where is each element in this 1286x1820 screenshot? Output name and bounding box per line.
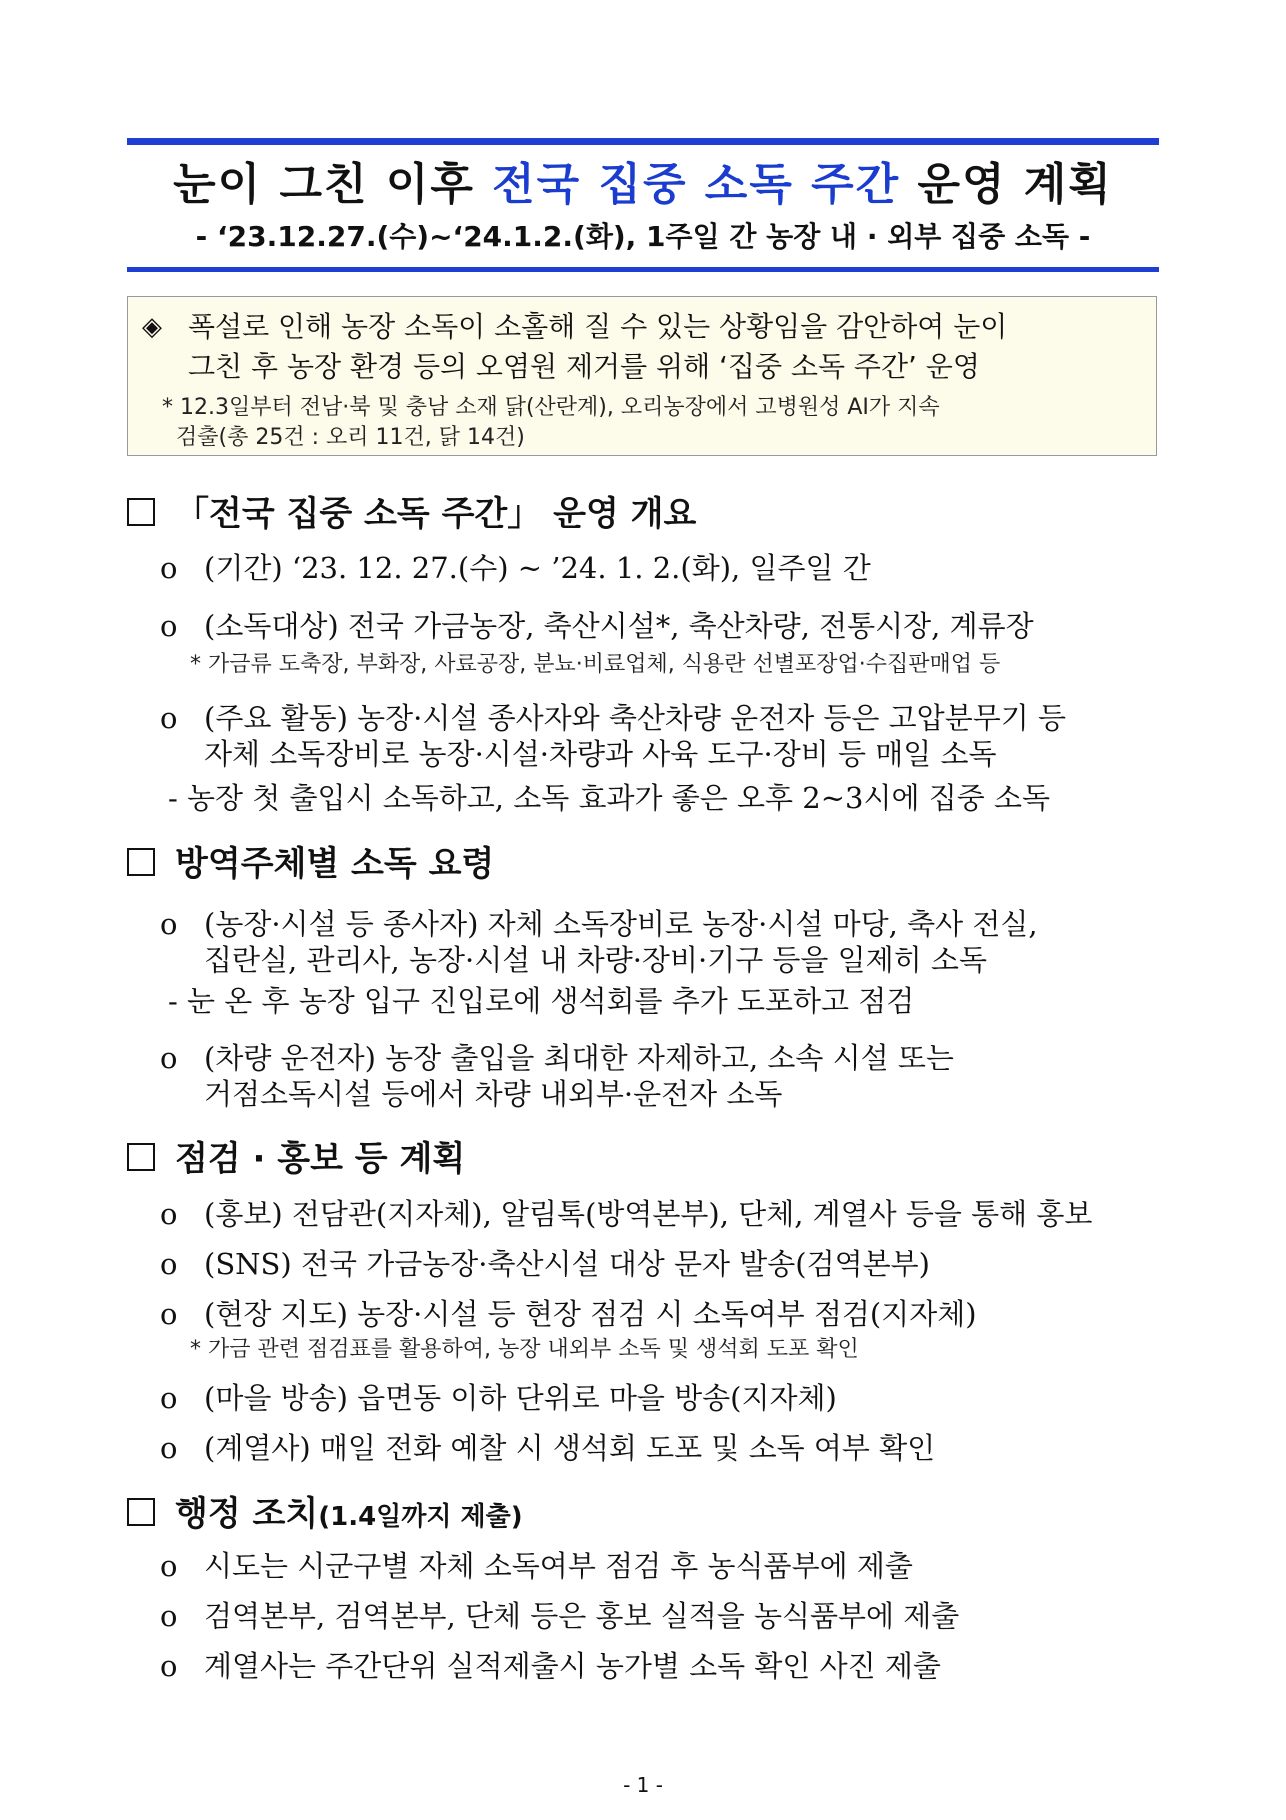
activity-dash-note: - 농장 첫 출입시 소독하고, 소독 효과가 좋은 오후 2~3시에 집중 소독 [168,781,1050,815]
section-title: 방역주체별 소독 요령 [175,844,495,884]
checkbox-square-icon [127,1498,155,1526]
section-title-deadline: (1.4일까지 제출) [318,1502,523,1532]
summary-note-line2: 검출(총 25건 : 오리 11건, 닭 14건) [176,425,525,450]
summary-line2: 그친 후 농장 환경 등의 오염원 제거를 위해 ‘집중 소독 주간’ 운영 [188,350,980,383]
section-heading-admin [127,1490,523,1541]
bullet-text: 계열사는 주간단위 실적제출시 농가별 소독 확인 사진 제출 [204,1649,941,1683]
checkbox-square-icon [127,498,155,526]
title-box [127,138,1159,272]
summary-note-line1: * 12.3일부터 전남·북 및 충남 소재 닭(산란계), 오리농장에서 고병원성 AI가 지속 [162,395,940,420]
circle-bullet-icon: o [160,609,178,643]
bullet-text-line2: 집란실, 관리사, 농장·시설 내 차량·장비·기구 등을 일제히 소독 [204,943,987,977]
summary-main [142,307,1142,387]
circle-bullet-icon: o [160,1197,178,1231]
bullet-text: (소독대상) 전국 가금농장, 축산시설*, 축산차량, 전통시장, 계류장 [204,609,1034,643]
bullet-text: (마을 방송) 읍면동 이하 단위로 마을 방송(지자체) [204,1381,837,1415]
section-heading-overview [127,490,696,538]
diamond-bullet-icon: ◈ [142,312,162,342]
bullet-text-line1: (차량 운전자) 농장 출입을 최대한 자제하고, 소속 시설 또는 [204,1041,954,1075]
bullet-text: (SNS) 전국 가금농장·축산시설 대상 문자 발송(검역본부) [204,1247,930,1281]
section-title: 점검 · 홍보 등 계획 [175,1139,466,1179]
summary-line1: 폭설로 인해 농장 소독이 소홀해 질 수 있는 상황임을 감안하여 눈이 [188,310,1008,343]
bullet-admin-2 [160,1598,1160,1634]
worker-dash-note: - 눈 온 후 농장 입구 진입로에 생석회를 추가 도포하고 점검 [168,984,915,1018]
document-title [127,155,1159,215]
section-title: 행정 조치 [175,1494,319,1534]
bullet-village [160,1380,1160,1416]
circle-bullet-icon: o [160,1247,178,1281]
field-footnote: * 가금 관련 점검표를 활용하여, 농장 내외부 소독 및 생석회 도포 확인 [190,1337,859,1362]
circle-bullet-icon: o [160,907,178,941]
checkbox-square-icon [127,1143,155,1171]
title-highlight: 전국 집중 소독 주간 [492,159,901,210]
bullet-text-line1: (농장·시설 등 종사자) 자체 소독장비로 농장·시설 마당, 축사 전실, [204,907,1038,941]
checkbox-square-icon [127,848,155,876]
title-bottom-rule [127,267,1159,272]
bullet-worker [160,906,1160,978]
title-part1: 눈이 그친 이후 [173,159,493,210]
circle-bullet-icon: o [160,551,178,585]
summary-box [127,296,1157,456]
circle-bullet-icon: o [160,1381,178,1415]
section-title: 「전국 집중 소독 주간」 운영 개요 [175,494,697,534]
section-heading-plans [127,1135,465,1183]
circle-bullet-icon: o [160,701,178,735]
bullet-field [160,1296,1160,1332]
bullet-text-line2: 거점소독시설 등에서 차량 내외부·운전자 소독 [204,1077,783,1111]
bullet-text: (기간) ‘23. 12. 27.(수) ~ ’24. 1. 2.(화), 일주일 간 [204,551,871,585]
bullet-text-line2: 자체 소독장비로 농장·시설·차량과 사육 도구·장비 등 매일 소독 [204,737,997,771]
bullet-period [160,550,1160,586]
bullet-pr [160,1196,1160,1232]
circle-bullet-icon: o [160,1431,178,1465]
bullet-text: 검역본부, 검역본부, 단체 등은 홍보 실적을 농식품부에 제출 [204,1599,960,1633]
circle-bullet-icon: o [160,1297,178,1331]
summary-note [162,393,1148,453]
bullet-admin-3 [160,1648,1160,1684]
circle-bullet-icon: o [160,1041,178,1075]
title-part2: 운영 계획 [900,159,1113,210]
circle-bullet-icon: o [160,1549,178,1583]
bullet-text-line1: (주요 활동) 농장·시설 종사자와 축산차량 운전자 등은 고압분무기 등 [204,701,1066,735]
bullet-text: (계열사) 매일 전화 예찰 시 생석회 도포 및 소독 여부 확인 [204,1431,936,1465]
summary-text [188,307,1142,387]
bullet-activity [160,700,1160,772]
bullet-text: (현장 지도) 농장·시설 등 현장 점검 시 소독여부 점검(지자체) [204,1297,977,1331]
title-top-rule [127,138,1159,145]
section-heading-methods [127,840,494,888]
bullet-text: 시도는 시군구별 자체 소독여부 점검 후 농식품부에 제출 [204,1549,913,1583]
bullet-driver [160,1040,1160,1112]
document-subtitle: - ‘23.12.27.(수)~‘24.1.2.(화), 1주일 간 농장 내 · 외부 집중 소독 - [195,220,1091,253]
bullet-target [160,608,1160,644]
bullet-admin-1 [160,1548,1160,1584]
bullet-text: (홍보) 전담관(지자체), 알림톡(방역본부), 단체, 계열사 등을 통해 홍보 [204,1197,1093,1231]
target-footnote: * 가금류 도축장, 부화장, 사료공장, 분뇨·비료업체, 식용란 선별포장업·수집판매업 등 [190,652,1001,677]
circle-bullet-icon: o [160,1599,178,1633]
circle-bullet-icon: o [160,1649,178,1683]
bullet-affiliate [160,1430,1160,1466]
page-number: - 1 - [623,1773,663,1797]
bullet-sns [160,1246,1160,1282]
